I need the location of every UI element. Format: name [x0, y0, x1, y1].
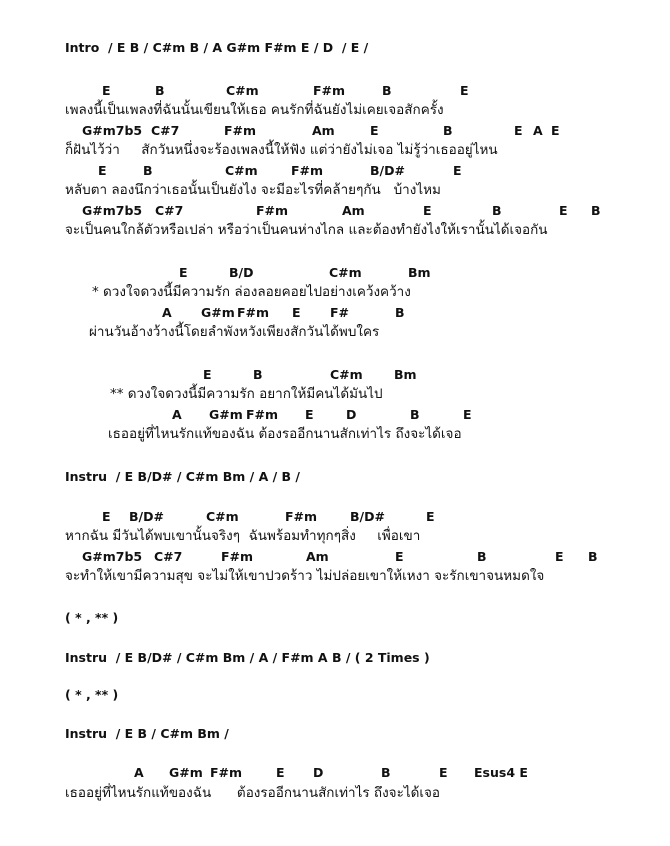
verse1-chord-line-1	[0, 83, 670, 103]
chorus1-lyric-line-2	[0, 323, 670, 343]
chord: B	[443, 123, 453, 138]
verse1-chord-line-2	[0, 123, 670, 143]
chord: E	[426, 509, 435, 524]
chorus2-lyric-line-1	[0, 385, 670, 405]
chord: B	[253, 367, 263, 382]
chord: E	[453, 163, 462, 178]
chord: B/D#	[129, 509, 164, 524]
verse2-chord-line-2	[0, 549, 670, 569]
chord: F#	[330, 305, 350, 320]
verse1-chord-line-3	[0, 163, 670, 183]
chord: F#m	[210, 765, 243, 780]
chord: B/D	[229, 265, 254, 280]
chord: B	[591, 203, 601, 218]
outro-lyric-line	[0, 784, 670, 804]
instru-line-3	[0, 726, 670, 746]
chord: C#7	[154, 549, 183, 564]
chord: G#m	[209, 407, 243, 422]
instru-line-2	[0, 650, 670, 670]
chord: E	[203, 367, 212, 382]
instru-chords: Instru / E B/D# / C#m Bm / A / B /	[65, 469, 300, 484]
chord: A	[162, 305, 172, 320]
chord: G#m7b5	[82, 123, 143, 138]
chord: E	[463, 407, 472, 422]
chord: E	[292, 305, 301, 320]
lyric: จะเป็นคนใกล้ตัวหรือเปล่า หรือว่าเป็นคนห่างไกล และต้องทำยังไงให้เรานั้นได้เจอกัน	[65, 222, 548, 238]
chord: Am	[312, 123, 335, 138]
chord: Bm	[394, 367, 417, 382]
chord: F#m	[256, 203, 289, 218]
chorus2-chord-line-2	[0, 407, 670, 427]
chord: E	[370, 123, 379, 138]
chorus2-chord-line-1	[0, 367, 670, 387]
chord: B/D#	[350, 509, 385, 524]
verse2-lyric-line-2	[0, 567, 670, 587]
chord: A	[172, 407, 182, 422]
chord: C#m	[330, 367, 363, 382]
chord: E	[179, 265, 188, 280]
chord: G#m	[201, 305, 235, 320]
chord: F#m	[237, 305, 270, 320]
chord: A	[533, 123, 543, 138]
chord: B	[382, 83, 392, 98]
chord: B	[410, 407, 420, 422]
chorus1-chord-line-1	[0, 265, 670, 285]
chord: E	[395, 549, 404, 564]
chord: C#m	[206, 509, 239, 524]
verse1-lyric-line-2	[0, 141, 670, 161]
chord: B	[143, 163, 153, 178]
instru-chords: Instru / E B/D# / C#m Bm / A / F#m A B / ( 2 Times )	[65, 650, 430, 665]
chord: C#7	[155, 203, 184, 218]
lyric: * ดวงใจดวงนี้มีความรัก ล่องลอยคอยไปอย่างเคว้งคว้าง	[92, 284, 411, 300]
chord: E	[102, 83, 111, 98]
lyric: ก็ฝันไว้ว่า สักวันหนึ่งจะร้องเพลงนี้ให้ฟัง แต่ว่ายังไม่เจอ ไม่รู้ว่าเธออยู่ไหน	[65, 142, 498, 158]
intro-chords: Intro / E B / C#m B / A G#m F#m E / D / E /	[65, 40, 369, 55]
chord: G#m7b5	[82, 203, 143, 218]
chord: B	[155, 83, 165, 98]
chord: E	[98, 163, 107, 178]
verse2-lyric-line-1	[0, 527, 670, 547]
chord: E	[276, 765, 285, 780]
chord: G#m7b5	[82, 549, 143, 564]
instru-chords: Instru / E B / C#m Bm /	[65, 726, 229, 741]
verse1-chord-line-4	[0, 203, 670, 223]
chord: C#m	[226, 83, 259, 98]
lyric: หากฉัน มีวันได้พบเขานั้นจริงๆ ฉันพร้อมทำทุกๆสิ่ง เพื่อเขา	[65, 528, 421, 544]
chord: B	[492, 203, 502, 218]
chord: E	[559, 203, 568, 218]
chord: E	[514, 123, 523, 138]
chord: F#m	[224, 123, 257, 138]
repeat-marker-1	[0, 610, 670, 630]
chord: E	[555, 549, 564, 564]
chord: F#m	[285, 509, 318, 524]
chord: B	[395, 305, 405, 320]
chorus1-chord-line-2	[0, 305, 670, 325]
chord: E	[305, 407, 314, 422]
chord: F#m	[313, 83, 346, 98]
chord: F#m	[246, 407, 279, 422]
chord: B	[477, 549, 487, 564]
chord: Am	[342, 203, 365, 218]
lyric: ผ่านวันอ้างว้างนี้โดยลำพังหวังเพียงสักวันได้พบใคร	[89, 324, 380, 340]
intro-line	[0, 40, 670, 60]
chord: C#m	[225, 163, 258, 178]
chorus2-lyric-line-2	[0, 425, 670, 445]
lyric: เธออยู่ที่ไหนรักแท้ของฉัน ต้องรออีกนานสักเท่าไร ถึงจะได้เจอ	[65, 785, 441, 801]
verse1-lyric-line-4	[0, 221, 670, 241]
chord: D	[346, 407, 357, 422]
chord: Bm	[408, 265, 431, 280]
chord: B	[381, 765, 391, 780]
chord: G#m	[169, 765, 203, 780]
repeat-marker-2	[0, 687, 670, 707]
chord: E	[460, 83, 469, 98]
lyric: หลับตา ลองนึกว่าเธอนั้นเป็นยังไง จะมีอะไรที่คล้ายๆกัน บ้างไหม	[65, 182, 441, 198]
lyric: เธออยู่ที่ไหนรักแท้ของฉัน ต้องรออีกนานสักเท่าไร ถึงจะได้เจอ	[108, 426, 462, 442]
chord: F#m	[221, 549, 254, 564]
chord: E	[551, 123, 560, 138]
chord: A	[134, 765, 144, 780]
repeat-text: ( * , ** )	[65, 687, 119, 702]
lyric: ** ดวงใจดวงนี้มีความรัก อยากให้มีคนได้มันไป	[110, 386, 383, 402]
verse1-lyric-line-1	[0, 101, 670, 121]
chord: D	[313, 765, 324, 780]
chord: C#7	[151, 123, 180, 138]
chord: Am	[306, 549, 329, 564]
verse2-chord-line-1	[0, 509, 670, 529]
chord: E	[102, 509, 111, 524]
outro-chord-line	[0, 765, 670, 785]
chord: E	[423, 203, 432, 218]
chord: B/D#	[370, 163, 405, 178]
verse1-lyric-line-3	[0, 181, 670, 201]
repeat-text: ( * , ** )	[65, 610, 119, 625]
lyric: จะทำให้เขามีความสุข จะไม่ให้เขาปวดร้าว ไม่ปล่อยเขาให้เหงา จะรักเขาจนหมดใจ	[65, 568, 545, 584]
chord: B	[588, 549, 598, 564]
chord: F#m	[291, 163, 324, 178]
chord: Esus4 E	[474, 765, 528, 780]
chorus1-lyric-line-1	[0, 283, 670, 303]
chord: E	[439, 765, 448, 780]
lyric: เพลงนี้เป็นเพลงที่ฉันนั้นเขียนให้เธอ คนรักที่ฉันยังไม่เคยเจอสักครั้ง	[65, 102, 444, 118]
instru-line-1	[0, 469, 670, 489]
chord: C#m	[329, 265, 362, 280]
